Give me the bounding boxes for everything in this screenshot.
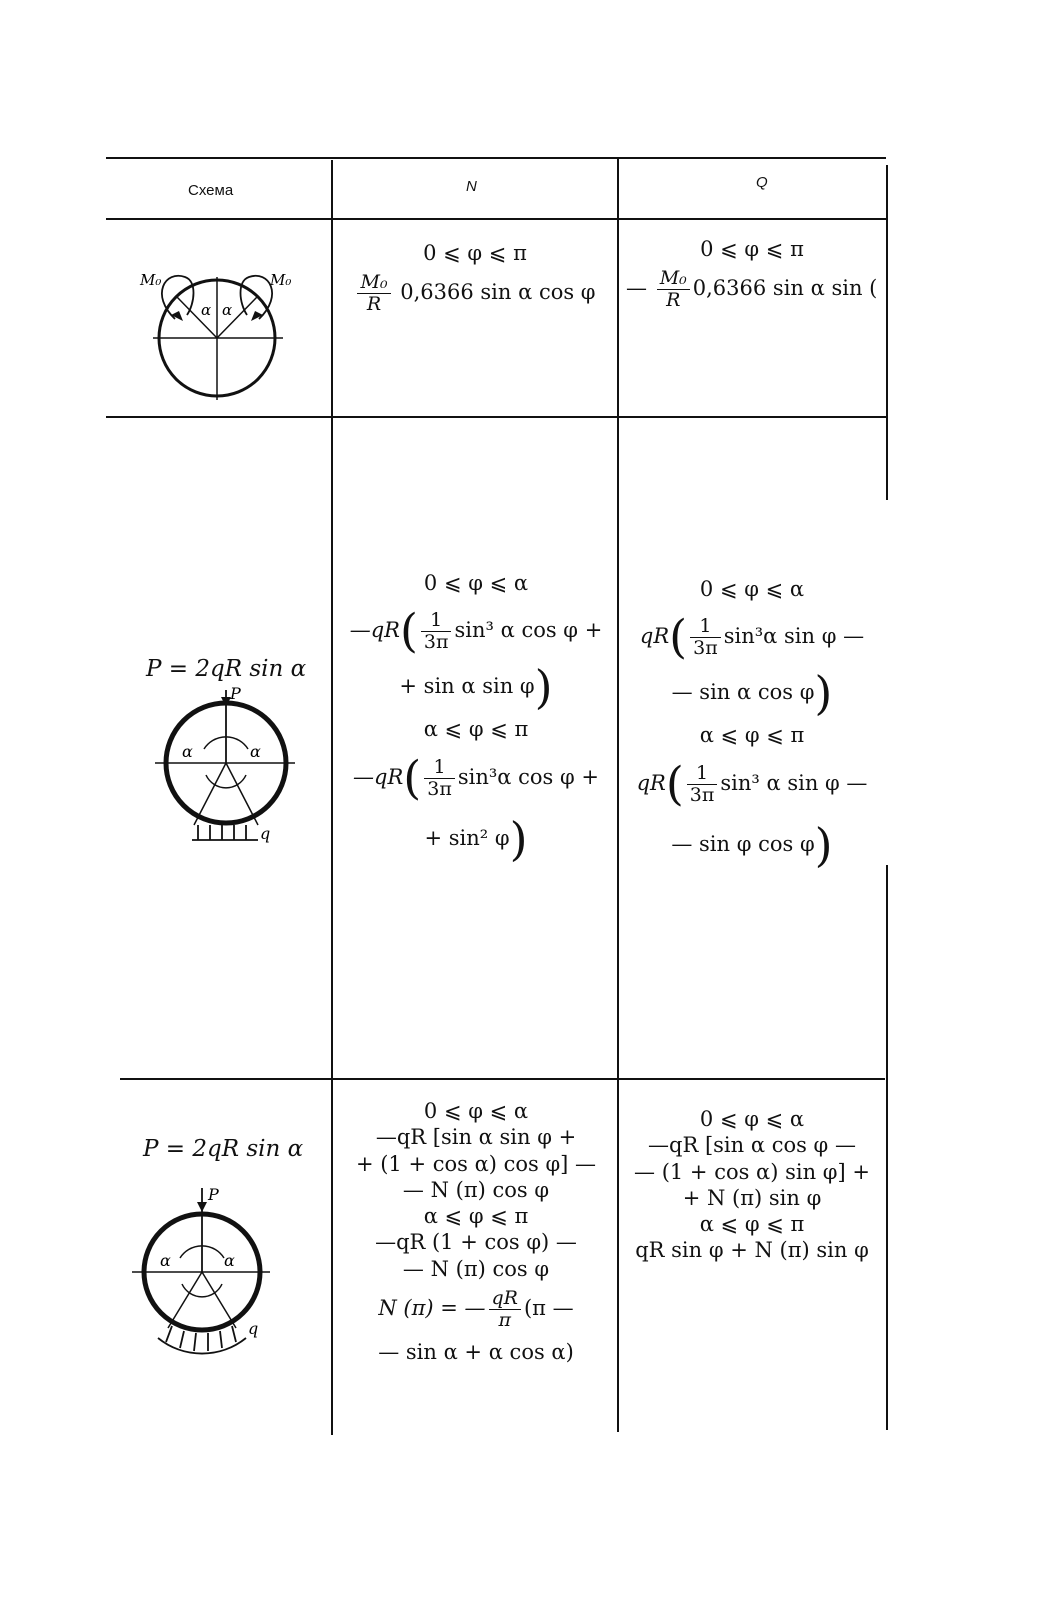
row3-q-cell [620, 1106, 884, 1264]
row3-scheme-diagram [130, 1180, 280, 1360]
row2-scheme-diagram [150, 685, 300, 855]
row1-q-cell [620, 236, 884, 311]
row3-q-lines [620, 1106, 884, 1264]
row2-n-line3: —qR( $\frac{1}{3\pi}$ sin³α cos φ + [353, 750, 599, 805]
row1-n-fraction: $\frac{\text{M₀}}{R}$ [357, 272, 390, 315]
column-divider-1 [331, 160, 333, 1435]
row2-n-range1: 0 ⩽ φ ⩽ α [423, 571, 529, 595]
row2-n-line1: —qR( $\frac{1}{3\pi}$ sin³ α cos φ + [349, 603, 603, 658]
row3-q-line: 0 ⩽ φ ⩽ α [699, 1107, 805, 1131]
row1-q-formula: — $\frac{\text{M₀}}{R}$ 0,6366 sin α sin ( [626, 267, 878, 312]
row1-q-fraction: $\frac{\text{M₀}}{R}$ [657, 268, 690, 311]
column-divider-2 [617, 157, 619, 1432]
row3-n-last: — sin α + α cos α) [378, 1339, 574, 1364]
row1-n-formula [340, 272, 610, 315]
header-scheme: Схема [188, 182, 234, 199]
row3-n-line: 0 ⩽ φ ⩽ α [423, 1099, 529, 1123]
row3-load-label: P = 2qR sin α [143, 1136, 304, 1162]
row2-alpha-right: α [250, 742, 261, 761]
table-right-edge [886, 165, 888, 500]
table-right-edge-lower [886, 865, 888, 1430]
sector-right [226, 763, 258, 825]
row2-n-line2: + sin α sin φ) [399, 660, 553, 715]
row2-bottom-rule [120, 1078, 885, 1080]
row1-n-range: 0 ⩽ φ ⩽ π [423, 241, 527, 265]
row2-n-cell [336, 570, 616, 867]
inner-arc [206, 775, 246, 788]
row1-bottom-rule [106, 416, 886, 418]
row2-q-range1: 0 ⩽ φ ⩽ α [699, 577, 805, 601]
row1-q-expr: 0,6366 sin α sin ( [692, 276, 878, 301]
row1-m0-left: M₀ [140, 271, 162, 289]
sector-right [202, 1272, 236, 1328]
row3-alpha-right: α [224, 1251, 235, 1270]
row2-q-label: q [260, 824, 271, 843]
force-p-arrow [197, 1202, 207, 1212]
row3-n-line: + (1 + cos α) cos φ] — [355, 1151, 597, 1176]
row2-alpha-left: α [182, 742, 193, 761]
row1-m0-right: M₀ [270, 271, 292, 289]
row1-alpha-right: α [222, 301, 233, 319]
row3-q-label: q [248, 1319, 259, 1338]
radial-load-base [158, 1338, 246, 1354]
row3-n-npi: N (π) = — $\frac{qR}{\pi}$ (π — [378, 1286, 574, 1331]
row3-q-line: qR sin φ + N (π) sin φ [635, 1238, 869, 1263]
header-n: N [466, 178, 477, 195]
row2-q-line2: — sin α cos φ) [671, 666, 833, 721]
row2-n-range2: α ⩽ φ ⩽ π [423, 717, 529, 742]
row3-q-line: + N (π) sin φ [682, 1185, 822, 1210]
row1-n-cell [340, 240, 610, 315]
row2-load-label: P = 2qR sin α [146, 656, 307, 682]
row3-n-lines [336, 1098, 616, 1282]
row2-q-line4: — sin φ cos φ) [671, 818, 833, 873]
row2-q-line1: qR( $\frac{1}{3\pi}$ sin³α sin φ — [639, 609, 865, 664]
row3-n-cell [336, 1098, 616, 1365]
row3-alpha-left: α [160, 1251, 171, 1270]
row3-q-line: —qR [sin α cos φ — [648, 1133, 856, 1158]
row3-p-label: P [208, 1185, 219, 1204]
row2-q-cell [620, 576, 884, 873]
row1-scheme-diagram [135, 255, 295, 405]
header-q: Q [756, 174, 768, 191]
row2-p-label: P [230, 684, 241, 703]
row3-n-line: α ⩽ φ ⩽ π [423, 1204, 529, 1228]
header-bottom-rule [106, 218, 886, 220]
table-top-rule [106, 157, 886, 159]
row2-q-line3: qR( $\frac{1}{3\pi}$ sin³ α sin φ — [636, 756, 868, 811]
row3-q-line: α ⩽ φ ⩽ π [699, 1212, 805, 1236]
distributed-load-arrows [198, 825, 246, 840]
row3-n-line: — N (π) cos φ [402, 1256, 550, 1281]
row3-n-line: —qR [sin α sin φ + [375, 1125, 577, 1150]
row1-alpha-left: α [201, 301, 212, 319]
row3-n-line: — N (π) cos φ [402, 1177, 550, 1202]
row2-q-range2: α ⩽ φ ⩽ π [699, 723, 805, 748]
row2-n-line4: + sin² φ) [424, 812, 528, 867]
sector-left [194, 763, 226, 825]
row1-q-range: 0 ⩽ φ ⩽ π [700, 237, 804, 261]
sector-left [168, 1272, 202, 1328]
row3-q-line: — (1 + cos α) sin φ] + [634, 1159, 870, 1184]
row3-n-line: —qR (1 + cos φ) — [375, 1230, 577, 1255]
row1-n-expr: 0,6366 sin α cos φ [400, 280, 596, 305]
